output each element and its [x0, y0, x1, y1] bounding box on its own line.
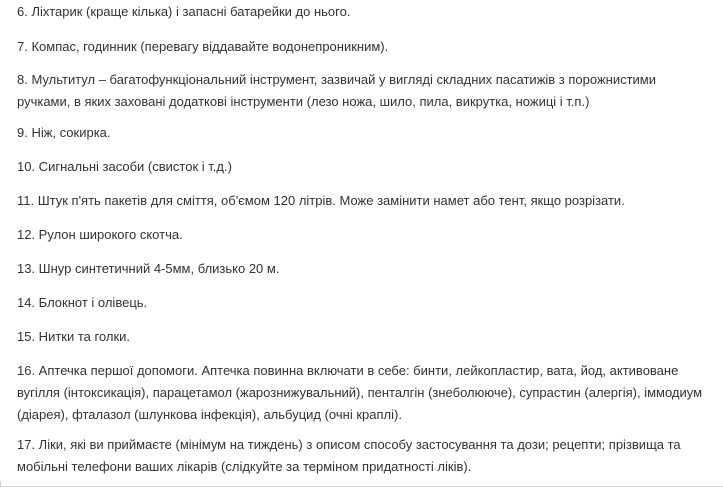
- list-item: 12. Рулон широкого скотча.: [17, 227, 183, 242]
- list-item: 6. Ліхтарик (краще кілька) і запасні батарейки до нього.: [17, 4, 351, 19]
- list-item: 16. Аптечка першої допомоги. Аптечка повинна включати в себе: бинти, лейкопластир, вата, йод, активоване вугілля (інтоксикація), парацетамол (жарознижувальний), пенталгін (знеболююче), супрастин (алергія), іммодиум (діарея), фталазол (шлункова інфекція), альбуцид (очні краплі).: [17, 363, 703, 422]
- list-item: 10. Сигнальні засоби (свисток і т.д.): [17, 159, 232, 174]
- corner-mark: [0, 481, 5, 487]
- list-item: 17. Ліки, які ви приймаєте (мінімум на тиждень) з описом способу застосування та дози; рецепти; прізвища та мобільні телефони ваших лікарів (слідкуйте за терміном придатності ліків).: [17, 437, 681, 474]
- list-item: 11. Штук п'ять пакетів для сміття, об'ємом 120 літрів. Може замінити намет або тент, якщо розрізати.: [17, 193, 625, 208]
- list-item: 8. Мультитул – багатофункціональний інструмент, зазвичай у вигляді складних пасатижів з порожнистими ручками, в яких заховані додаткові інструменти (лезо ножа, шило, пила, викрутка, ножиці і т.п.): [17, 72, 656, 109]
- list-item: 15. Нитки та голки.: [17, 329, 131, 344]
- list-item: 14. Блокнот і олівець.: [17, 295, 148, 310]
- list-item: 13. Шнур синтетичний 4-5мм, близько 20 м.: [17, 261, 280, 276]
- list-item: 7. Компас, годинник (перевагу віддавайте водонепроникним).: [17, 39, 389, 54]
- list-item: 9. Ніж, сокирка.: [17, 125, 111, 140]
